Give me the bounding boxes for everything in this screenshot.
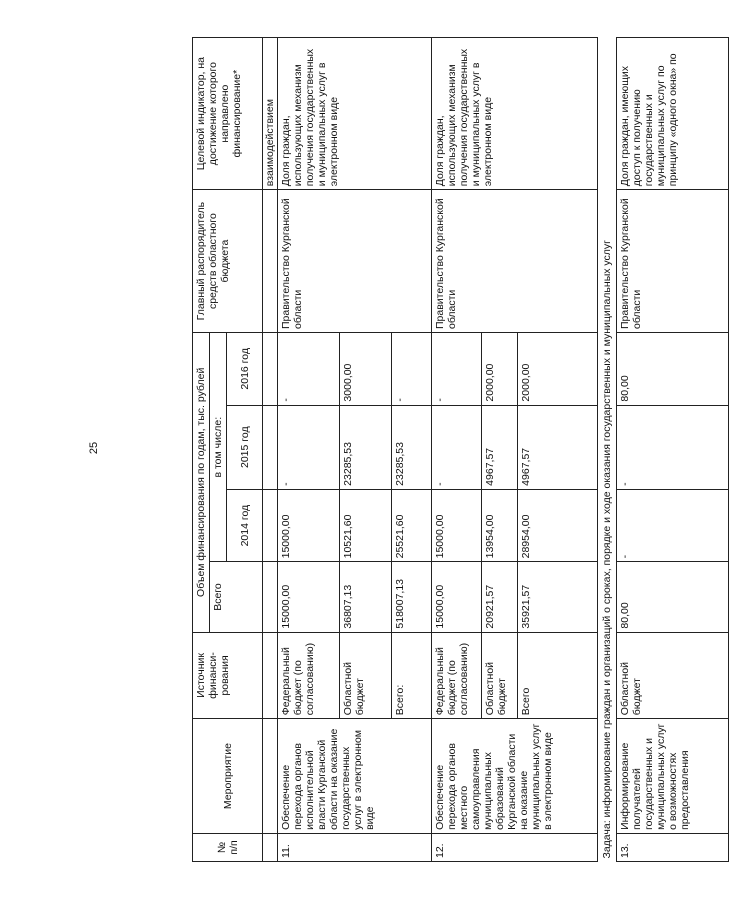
continuation-label: взаимодействием: [263, 38, 278, 190]
row-2015: 23285,53: [340, 405, 392, 489]
header-total: Всего: [210, 562, 263, 632]
header-row-1: [193, 38, 210, 862]
row-distributor: Правительство Курганской области: [278, 190, 432, 333]
row-2016: -: [278, 333, 340, 406]
row-source: Всего:: [392, 632, 432, 719]
row-total: 80,00: [617, 562, 729, 632]
header-event: Мероприятие: [193, 719, 263, 834]
row-total: 20921,57: [482, 562, 518, 632]
row-2014: 15000,00: [432, 489, 482, 562]
row-source: Областной бюджет: [617, 632, 729, 719]
header-including: в том числе:: [210, 333, 227, 562]
row-2014: -: [617, 489, 729, 562]
table-row: [617, 38, 729, 862]
row-2014: 13954,00: [482, 489, 518, 562]
row-source: Федеральный бюджет (по согласованию): [432, 632, 482, 719]
row-indicator: Доля граждан, использующих механизм получения государственных и муниципальных услуг в электронном виде: [278, 38, 432, 190]
row-2014: 25521,60: [392, 489, 432, 562]
row-2015: -: [432, 405, 482, 489]
row-indicator: Доля граждан, использующих механизм получения государственных и муниципальных услуг в электронном виде: [432, 38, 598, 190]
funding-table: [192, 37, 729, 862]
row-2014: 15000,00: [278, 489, 340, 562]
row-source: Всего: [518, 632, 598, 719]
row-indicator: Доля граждан, имеющих доступ к получению государственных и муниципальных услуг по принципу «одного окна» по: [617, 38, 729, 190]
row-distributor: Правительство Курганской области: [432, 190, 598, 333]
row-2014: 28954,00: [518, 489, 598, 562]
rotated-table-container: [192, 37, 691, 862]
row-source: Областной бюджет: [340, 632, 392, 719]
row-total: 15000,00: [432, 562, 482, 632]
row-num: 12.: [432, 833, 598, 861]
row-2016: 3000,00: [340, 333, 392, 406]
row-total: 518007,13: [392, 562, 432, 632]
header-source: Источник финанси-рования: [193, 632, 263, 719]
row-total: 36807,13: [340, 562, 392, 632]
row-2015: 23285,53: [392, 405, 432, 489]
header-distributor: Главный распорядитель средств областного бюджета: [193, 190, 263, 333]
row-2016: 80,00: [617, 333, 729, 406]
header-num: № п/п: [193, 833, 263, 861]
row-2015: 4967,57: [482, 405, 518, 489]
task-text: Задача: информирование граждан и организаций о сроках, порядке и ходе оказания государственных и муниципальных услуг: [598, 38, 617, 862]
row-total: 15000,00: [278, 562, 340, 632]
row-total: 35921,57: [518, 562, 598, 632]
row-event: Информирование получателей государственных и муниципальных услуг о возможностях предоставления: [617, 719, 729, 834]
header-2015: 2015 год: [227, 405, 263, 489]
table-row: [278, 38, 340, 862]
table-row: [432, 38, 482, 862]
row-2015: -: [278, 405, 340, 489]
row-num: 13.: [617, 833, 729, 861]
row-2016: 2000,00: [518, 333, 598, 406]
header-indicator: Целевой индикатор, на достижение которого направлено финансирование*: [193, 38, 263, 190]
row-num: 11.: [278, 833, 432, 861]
page-number: 25: [88, 441, 100, 455]
row-2014: 10521,60: [340, 489, 392, 562]
row-2016: -: [392, 333, 432, 406]
row-2016: -: [432, 333, 482, 406]
header-funding: Объем финансирования по годам, тыс. рублей: [193, 333, 210, 633]
row-event: Обеспечение перехода органов местного самоуправления муниципальных образований Курганской области на оказание муниципальных услуг в электронном виде: [432, 719, 598, 834]
row-source: Областной бюджет: [482, 632, 518, 719]
row-source: Федеральный бюджет (по согласованию): [278, 632, 340, 719]
row-distributor: Правительство Курганской области: [617, 190, 729, 333]
row-2015: -: [617, 405, 729, 489]
header-2014: 2014 год: [227, 489, 263, 562]
row-2015: 4967,57: [518, 405, 598, 489]
header-2016: 2016 год: [227, 333, 263, 406]
row-2016: 2000,00: [482, 333, 518, 406]
row-event: Обеспечение перехода органов исполнительной власти Курганской области на оказание государственных услуг в электронном виде: [278, 719, 432, 834]
continuation-row: [263, 38, 278, 862]
task-row: [598, 38, 617, 862]
